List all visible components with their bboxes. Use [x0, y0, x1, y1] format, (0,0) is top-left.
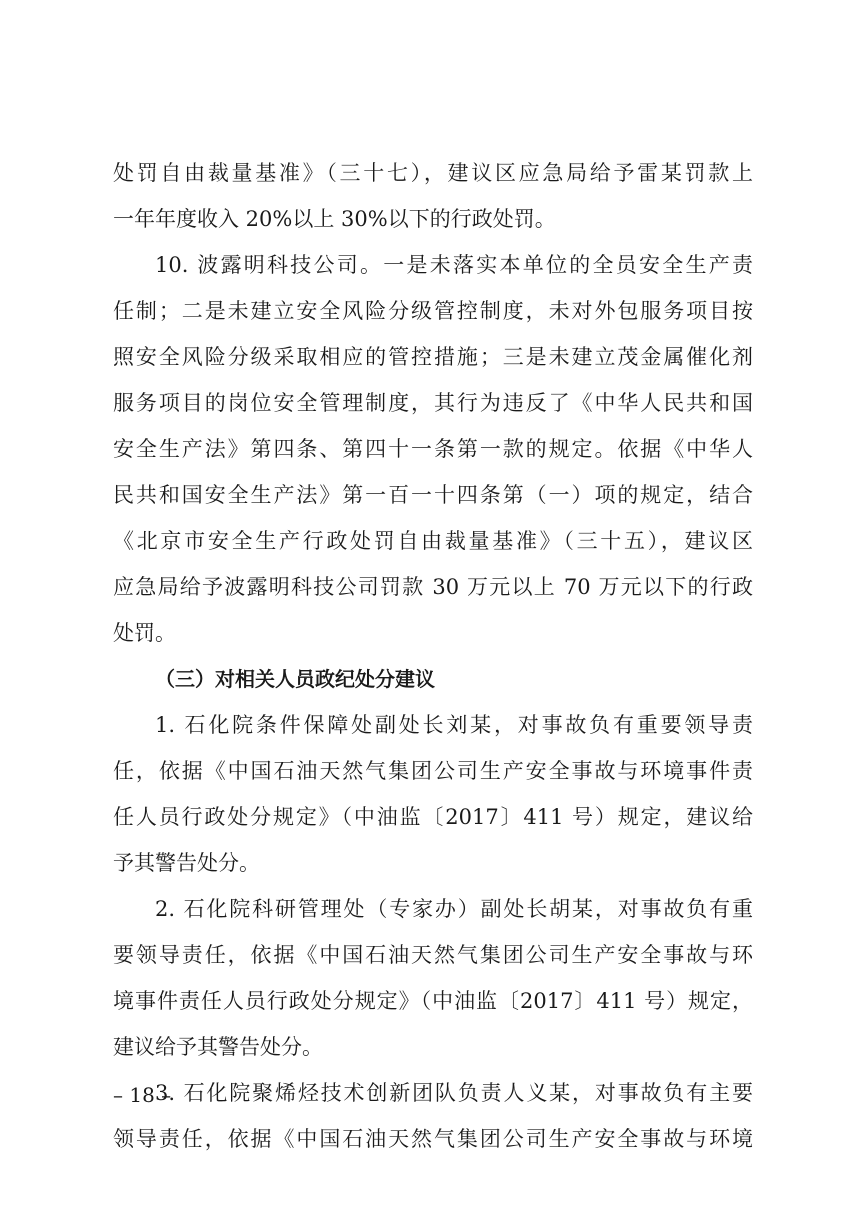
text-line: 一年年度收入 20%以上 30%以下的行政处罚。 — [113, 207, 556, 231]
text-line: 要领导责任，依据《中国石油天然气集团公司生产安全事故与环 — [113, 943, 753, 967]
text-line: 服务项目的岗位安全管理制度，其行为违反了《中华人民共和国 — [113, 391, 753, 415]
text-line: 应急局给予波露明科技公司罚款 30 万元以上 70 万元以下的行政 — [113, 575, 753, 599]
text-line: 安全生产法》第四条、第四十一条第一款的规定。依据《中华人 — [113, 437, 753, 461]
text-line: 予其警告处分。 — [113, 851, 260, 875]
text-line: 照安全风险分级采取相应的管控措施；三是未建立茂金属催化剂 — [113, 345, 753, 369]
body-text — [113, 150, 753, 1162]
text-line: 任人员行政处分规定》（中油监〔2017〕411 号）规定，建议给 — [113, 805, 753, 829]
text-line: 2. 石化院科研管理处（专家办）副处长胡某，对事故负有重 — [155, 897, 753, 921]
text-line: 任制；二是未建立安全风险分级管控制度，未对外包服务项目按 — [113, 299, 753, 323]
text-line: 《北京市安全生产行政处罚自由裁量基准》（三十五），建议区 — [113, 529, 753, 553]
text-line: 1. 石化院条件保障处副处长刘某，对事故负有重要领导责 — [155, 713, 753, 737]
text-line: 民共和国安全生产法》第一百一十四条第（一）项的规定，结合 — [113, 483, 753, 507]
text-line: 境事件责任人员行政处分规定》（中油监〔2017〕411 号）规定， — [113, 989, 753, 1013]
text-line: 处罚。 — [113, 621, 176, 645]
text-line: 建议给予其警告处分。 — [113, 1035, 323, 1059]
text-line: 处罚自由裁量基准》（三十七），建议区应急局给予雷某罚款上 — [113, 161, 753, 185]
text-line: 领导责任，依据《中国石油天然气集团公司生产安全事故与环境 — [113, 1127, 753, 1151]
page-number: – 18 – — [113, 1083, 172, 1107]
section-heading: （三）对相关人员政纪处分建议 — [155, 667, 435, 691]
text-line: 任，依据《中国石油天然气集团公司生产安全事故与环境事件责 — [113, 759, 753, 783]
text-line: 3. 石化院聚烯烃技术创新团队负责人义某，对事故负有主要 — [155, 1081, 753, 1105]
text-line: 10. 波露明科技公司。一是未落实本单位的全员安全生产责 — [155, 253, 753, 277]
